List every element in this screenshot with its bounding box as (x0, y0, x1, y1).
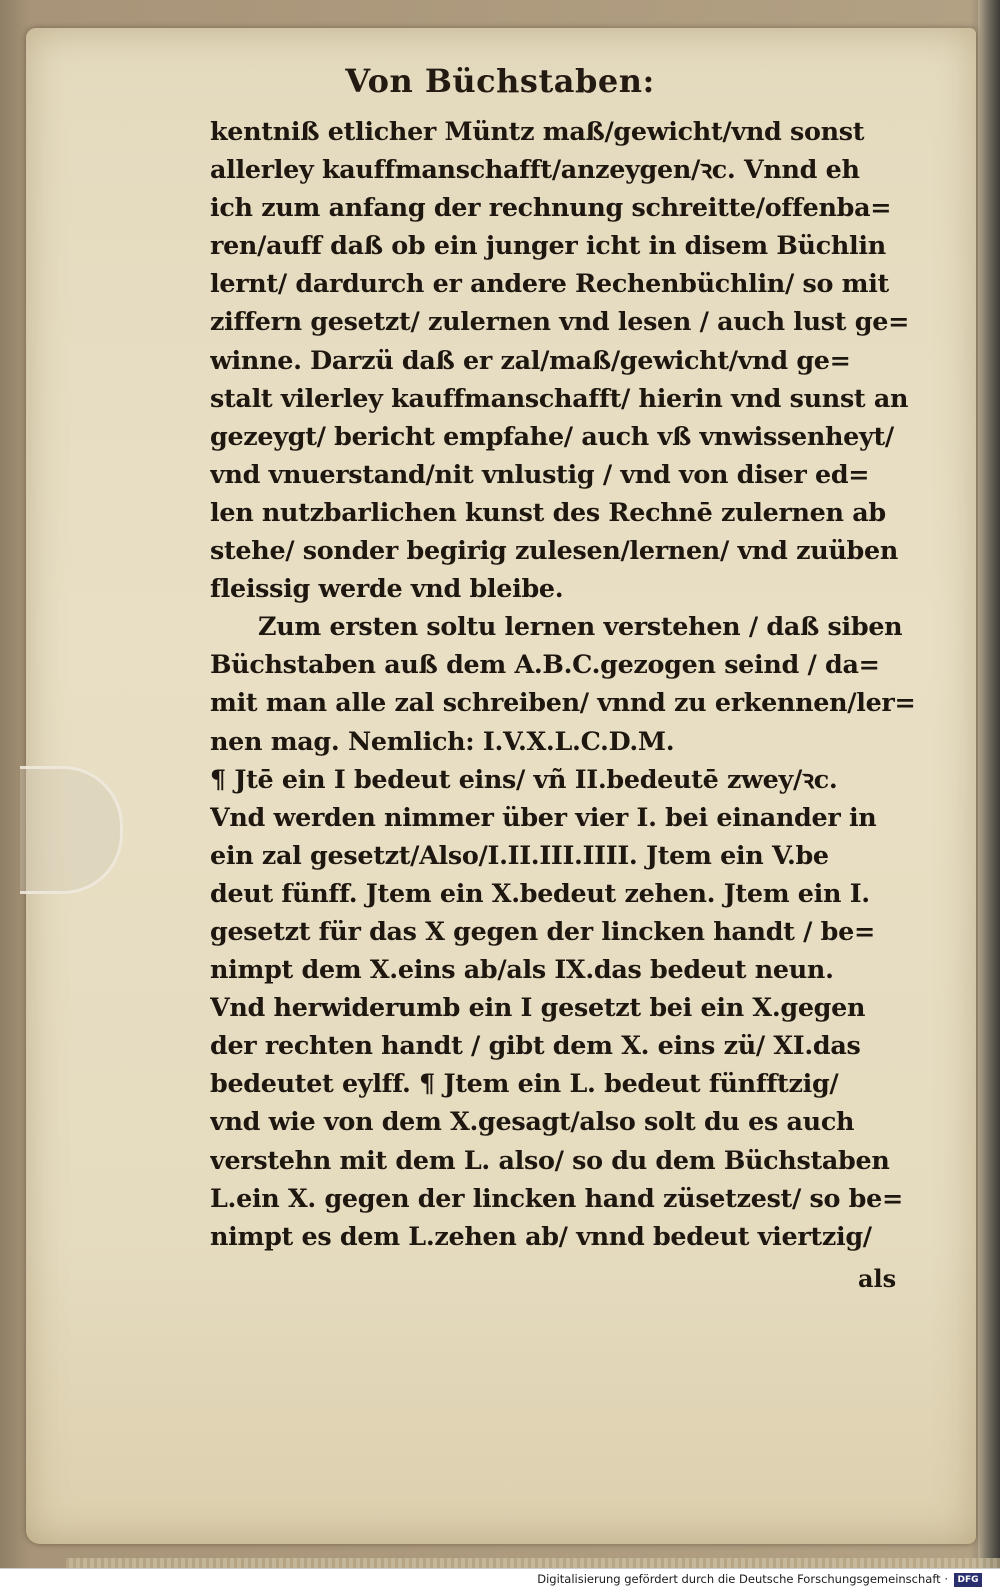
text-line: fleissig werde vnd bleibe. (210, 573, 564, 604)
text-line: gesetzt für das X gegen der lincken handt / be= (210, 915, 875, 946)
text-line: Vnd werden nimmer über vier I. bei einander in (210, 801, 877, 832)
text-line: nimpt dem X.eins ab/als IX.das bedeut neun. (210, 954, 834, 985)
text-line: nen mag. Nemlich: I.V.X.L.C.D.M. (210, 725, 675, 756)
text-line: ¶ Jtē ein I bedeut eins/ vñ II.bedeutē zwey/ꝛc. (210, 763, 838, 794)
text-line: stehe/ sonder begirig zulesen/lernen/ vnd zuüben (210, 535, 898, 566)
text-line: gezeygt/ bericht empfahe/ auch vß vnwissenheyt/ (210, 420, 894, 451)
text-line: stalt vilerley kauffmanschafft/ hierin vnd sunst an (210, 382, 909, 413)
funding-credit: Digitalisierung gefördert durch die Deutsche Forschungsgemeinschaft · (537, 1572, 948, 1586)
catchword: als (858, 1264, 897, 1293)
page-clip (20, 766, 123, 894)
digitization-footer (0, 1568, 1000, 1592)
text-line: bedeutet eylff. ¶ Jtem ein L. bedeut fünfftzig/ (210, 1068, 839, 1099)
text-line: Vnd herwiderumb ein I gesetzt bei ein X.gegen (210, 992, 866, 1023)
page-bottom-edge (66, 1558, 1000, 1568)
text-line: ein zal gesetzt/Also/I.II.III.IIII. Jtem ein V.be (210, 839, 829, 870)
text-line: mit man alle zal schreiben/ vnnd zu erkennen/ler= (210, 687, 916, 718)
paragraph-start-line: Zum ersten soltu lernen verstehen / daß siben (258, 611, 903, 642)
text-line: vnd vnuerstand/nit vnlustig / vnd von diser ed= (210, 458, 870, 489)
text-line: Büchstaben auß dem A.B.C.gezogen seind / da= (210, 649, 880, 680)
text-line: nimpt es dem L.zehen ab/ vnnd bedeut viertzig/ (210, 1220, 872, 1251)
book-edge (978, 0, 1000, 1568)
text-line: ren/auff daß ob ein junger icht in disem Büchlin (210, 230, 886, 261)
body-text (210, 112, 925, 1255)
text-line: der rechten handt / gibt dem X. eins zü/ XI.das (210, 1030, 861, 1061)
text-line: allerley kauffmanschafft/anzeygen/ꝛc. Vnnd eh (210, 154, 860, 185)
text-line: vnd wie von dem X.gesagt/also solt du es auch (210, 1106, 855, 1137)
text-line: verstehn mit dem L. also/ so du dem Büchstaben (210, 1144, 890, 1175)
text-line: len nutzbarlichen kunst des Rechnē zulernen ab (210, 496, 886, 527)
text-line: ziffern gesetzt/ zulernen vnd lesen / auch lust ge= (210, 306, 910, 337)
text-line: ich zum anfang der rechnung schreitte/offenba= (210, 192, 892, 223)
text-line: winne. Darzü daß er zal/maß/gewicht/vnd ge= (210, 344, 851, 375)
text-line: lernt/ dardurch er andere Rechenbüchlin/ so mit (210, 268, 889, 299)
text-line: deut fünff. Jtem ein X.bedeut zehen. Jtem ein I. (210, 877, 870, 908)
text-line: L.ein X. gegen der lincken hand züsetzest/ so be= (210, 1182, 903, 1213)
text-line: kentniß etlicher Müntz maß/gewicht/vnd sonst (210, 116, 865, 146)
dfg-logo: DFG (954, 1573, 982, 1587)
running-head: Von Büchstaben: (345, 62, 655, 100)
